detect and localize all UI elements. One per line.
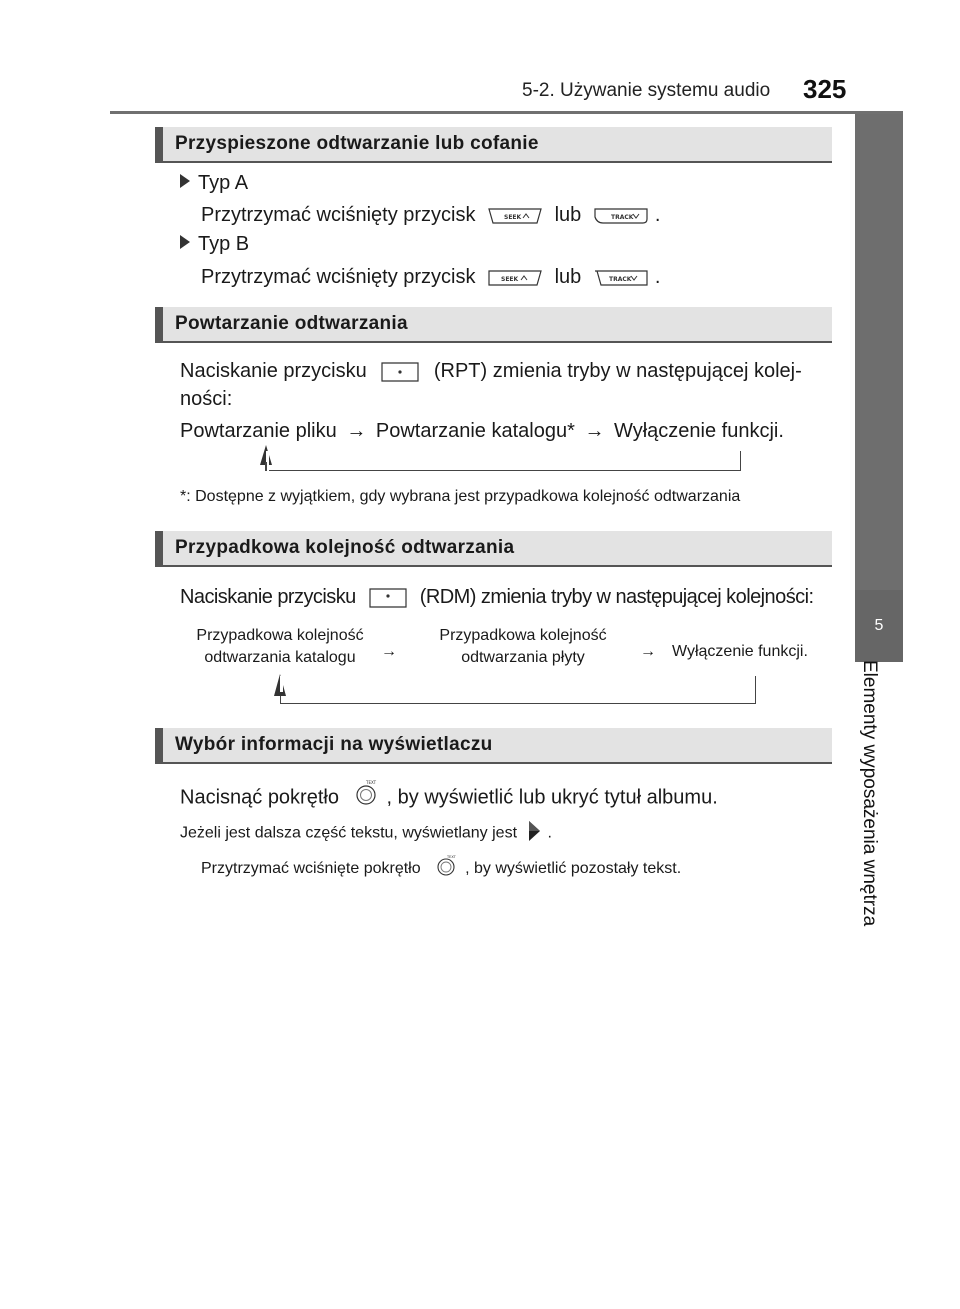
svg-text:SEEK: SEEK: [501, 275, 519, 283]
section-header-random: [155, 531, 832, 567]
display-note: Jeżeli jest dalsza część tekstu, wyświetlany jest .: [180, 820, 552, 847]
section-title: Przypadkowa kolejność odtwarzania: [175, 537, 515, 558]
svg-text:TRACK: TRACK: [608, 275, 632, 283]
flow-loop-line: [280, 676, 756, 704]
flow-step: Powtarzanie pliku: [180, 420, 337, 442]
preset-button-icon: [368, 587, 408, 609]
section-title: Powtarzanie odtwarzania: [175, 313, 408, 334]
type-a-instruction: Przytrzymać wciśnięty przycisk SEEK lub TRACK .: [201, 204, 661, 226]
preset-button-icon: [380, 361, 420, 383]
continuation-arrow-icon: [527, 820, 541, 847]
repeat-flow: [180, 420, 784, 443]
seek-button-icon: [487, 207, 543, 225]
triangle-bullet-icon: [180, 235, 190, 249]
type-a-label: Typ A: [180, 172, 248, 195]
page-number: 325: [803, 74, 847, 104]
display-line-1: Nacisnąć pokrętło TEXT , by wyświetlić lub ukryć tytuł albumu.: [180, 780, 718, 809]
seek-button-icon: [487, 269, 543, 287]
text-knob-icon: [353, 778, 383, 806]
flow-arrow-icon: →: [346, 420, 367, 442]
random-flow-step-3: Wyłączenie funkcji.: [672, 643, 808, 660]
repeat-line-1: Naciskanie przycisku (RPT) zmienia tryby w następującej kolej-: [180, 360, 802, 382]
random-flow-step-2: Przypadkowa kolejność odtwarzania płyty: [439, 627, 607, 666]
repeat-line-2: ności:: [180, 388, 233, 410]
section-header-fast-forward: [155, 127, 832, 163]
triangle-bullet-icon: [180, 174, 190, 188]
side-tab-label: Elementy wyposażenia wnętrza: [859, 660, 880, 927]
type-b-label: Typ B: [180, 233, 249, 256]
section-title: Przyspieszone odtwarzanie lub cofanie: [175, 133, 539, 154]
header-section-title: 5-2. Używanie systemu audio: [522, 80, 771, 101]
section-header-display-info: [155, 728, 832, 764]
svg-text:TRACK: TRACK: [610, 213, 634, 221]
header-rule: [110, 111, 903, 114]
track-button-icon: [593, 207, 649, 225]
svg-text:SEEK: SEEK: [504, 213, 522, 221]
flow-step: Wyłączenie funkcji.: [614, 420, 784, 442]
random-flow-step-1: Przypadkowa kolejność odtwarzania katalogu: [196, 627, 364, 666]
display-subnote: Przytrzymać wciśnięte pokrętło TEXT , by wyświetlić pozostały tekst.: [201, 855, 682, 878]
flow-step: Powtarzanie katalogu*: [375, 420, 575, 442]
svg-text:TEXT: TEXT: [365, 780, 376, 785]
text-knob-icon: [435, 853, 461, 877]
section-title: Wybór informacji na wyświetlaczu: [175, 734, 493, 755]
footnote: *: Dostępne z wyjątkiem, gdy wybrana jest przypadkowa kolejność odtwarzania: [180, 488, 741, 505]
flow-arrow-icon: →: [584, 420, 605, 442]
side-tab-number: 5: [855, 590, 903, 662]
side-tab-bar: [855, 114, 903, 590]
svg-text:TEXT: TEXT: [447, 855, 456, 859]
section-header-repeat: [155, 307, 832, 343]
flow-arrow-icon: →: [640, 643, 656, 660]
flow-arrow-icon: →: [381, 643, 397, 660]
flow-loop-line: [266, 451, 741, 471]
type-b-instruction: Przytrzymać wciśnięty przycisk SEEK lub TRACK .: [201, 266, 661, 288]
random-line-1: Naciskanie przycisku (RDM) zmienia tryby w następującej kolejności:: [180, 586, 814, 608]
track-button-icon: [593, 269, 649, 287]
